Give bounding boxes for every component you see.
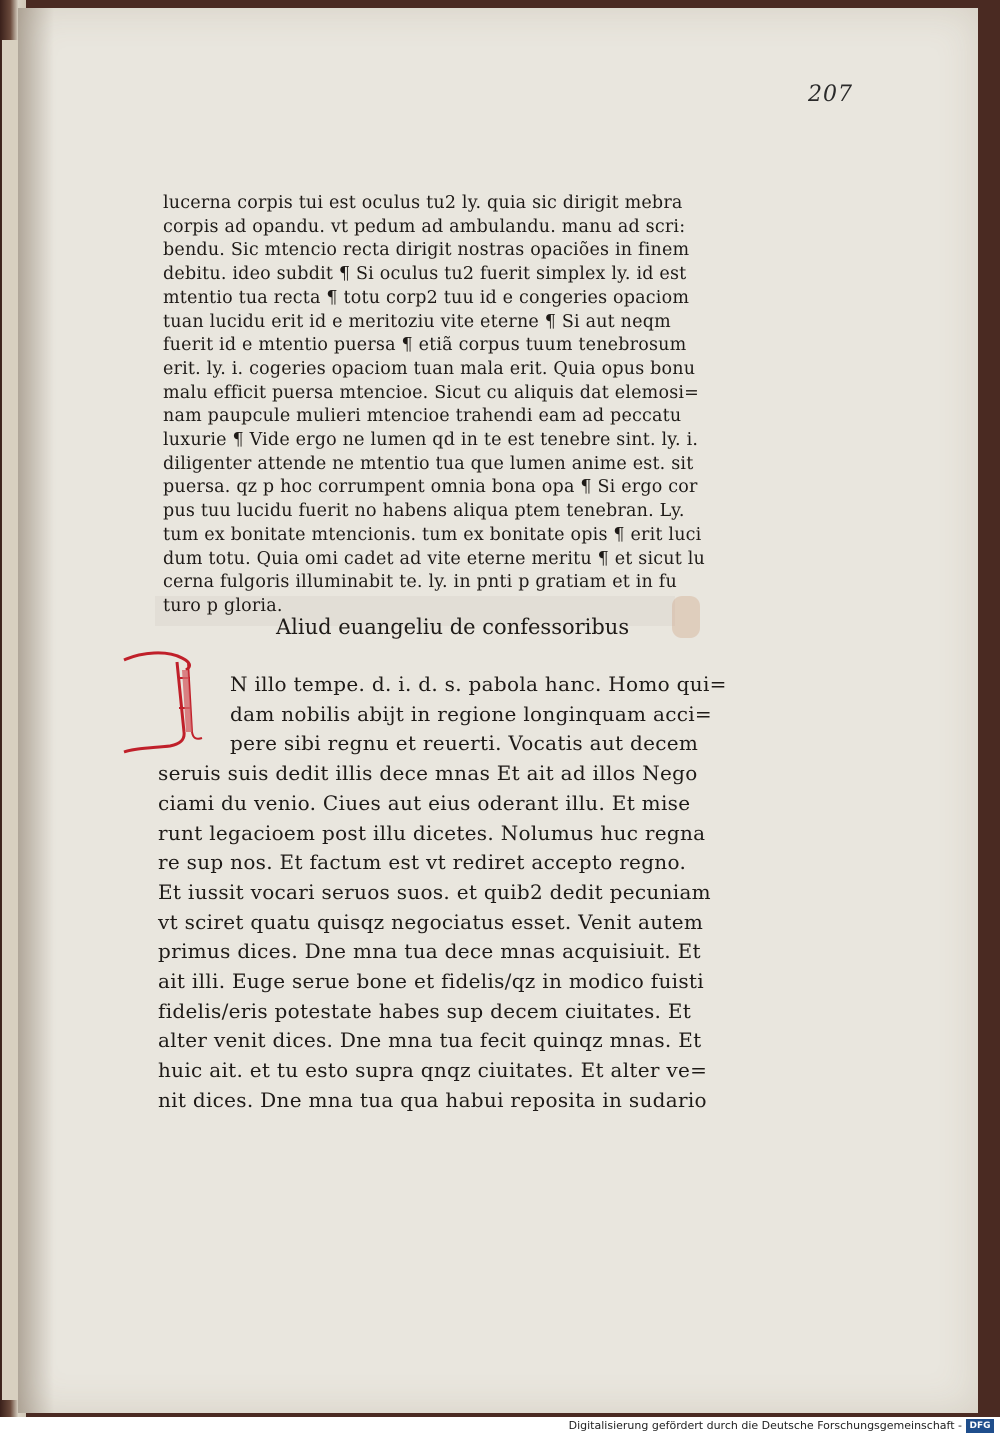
dfg-logo: DFG [966,1419,994,1433]
text-line: pus tuu lucidu fuerit no habens aliqua ptem tenebran. Ly. [163,501,685,522]
text-line: dam nobilis abijt in regione longinquam acci= [230,701,712,726]
section-heading: Aliud euangeliu de confessoribus [276,615,630,639]
text-line: huic ait. et tu esto supra qnqz ciuitates. Et alter ve= [158,1058,708,1083]
funding-credit: Digitalisierung gefördert durch die Deutsche Forschungsgemeinschaft - [568,1419,962,1432]
text-line: bendu. Sic mtencio recta dirigit nostras opaciões in finem [163,240,690,261]
footer-bar [0,1417,1000,1437]
text-line: cerna fulgoris illuminabit te. ly. in pnti p gratiam et in fu [163,572,677,593]
text-line: Et iussit vocari seruos suos. et quib2 dedit pecuniam [158,879,711,904]
text-line: lucerna corpis tui est oculus tu2 ly. quia sic dirigit mebra [163,193,683,213]
text-line: fidelis/eris potestate habes sup decem ciuitates. Et [158,998,692,1023]
text-line: vt sciret quatu quisqz negociatus esset. Venit autem [158,909,704,934]
text-line: tuan lucidu erit id e meritoziu vite eterne ¶ Si aut neqm [163,311,671,332]
facing-page-edge [2,40,18,1400]
text-line: dum totu. Quia omi cadet ad vite eterne meritu ¶ et sicut lu [163,548,705,569]
text-line: debitu. ideo subdit ¶ Si oculus tu2 fuerit simplex ly. id est [163,264,687,285]
text-line: mtentio tua recta ¶ totu corp2 tuu id e congeries opaciom [163,287,690,308]
text-line: runt legacioem post illu dicetes. Nolumus huc regna [158,820,706,845]
text-line: puersa. qz p hoc corrumpent omnia bona opa ¶ Si ergo cor [163,477,698,498]
text-line: N illo tempe. d. i. d. s. pabola hanc. Homo qui= [230,672,727,696]
text-line: re sup nos. Et factum est vt rediret accepto regno. [158,850,687,875]
text-line: turo p gloria. [163,595,283,616]
commentary-paragraph [163,192,723,619]
text-line: luxurie ¶ Vide ergo ne lumen qd in te est tenebre sint. ly. i. [163,430,699,451]
text-line: malu efficit puersa mtencioe. Sicut cu aliquis dat elemosi= [163,382,700,403]
text-line: ciami du venio. Ciues aut eius oderant illu. Et mise [158,790,691,815]
text-line: erit. ly. i. cogeries opaciom tuan mala erit. Quia opus bonu [163,358,696,379]
text-line: ait illi. Euge serue bone et fidelis/qz in modico fuisti [158,969,704,994]
text-line: diligenter attende ne mtentio tua que lumen anime est. sit [163,453,694,474]
folio-number: 207 [808,82,853,107]
text-line: corpis ad opandu. vt pedum ad ambulandu. manu ad scri: [163,216,686,237]
text-line: nit dices. Dne mna tua qua habui reposita in sudario [158,1087,707,1112]
text-line: pere sibi regnu et reuerti. Vocatis aut decem [230,731,699,756]
text-line: fuerit id e mtentio puersa ¶ etiã corpus tuum tenebrosum [163,335,687,356]
text-line: nam paupcule mulieri mtencioe trahendi eam ad peccatu [163,406,682,427]
text-line: primus dices. Dne mna tua dece mnas acquisiuit. Et [158,939,701,964]
text-line: tum ex bonitate mtencionis. tum ex bonitate opis ¶ erit luci [163,524,702,545]
text-line: seruis suis dedit illis dece mnas Et ait ad illos Nego [158,761,698,786]
gospel-paragraph [158,670,727,1116]
text-line: alter venit dices. Dne mna tua fecit quinqz mnas. Et [158,1028,702,1053]
